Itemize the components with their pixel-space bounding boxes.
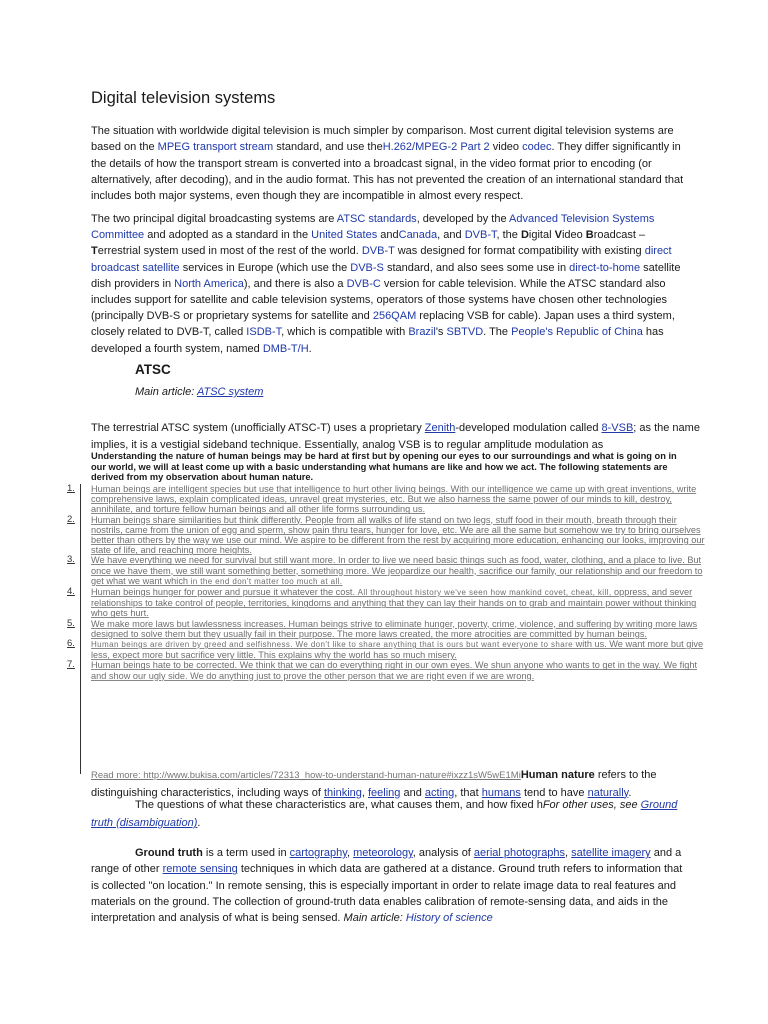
text: has developed a fourth system, named bbox=[91, 326, 664, 355]
link-satellite-imagery[interactable]: satellite imagery bbox=[571, 847, 651, 859]
list-text: Human beings hunger for power and pursue it whatever the cost. bbox=[91, 587, 358, 598]
text: . bbox=[628, 786, 632, 799]
link-dvb-t[interactable]: DVB-T bbox=[464, 229, 497, 242]
text: video bbox=[489, 141, 523, 154]
bold-letter: D bbox=[520, 229, 529, 242]
link-sbtvd[interactable]: SBTVD bbox=[446, 326, 484, 339]
paragraph-questions bbox=[91, 796, 691, 832]
link-dvb-c[interactable]: DVB-C bbox=[346, 277, 381, 290]
list-text: We make more laws but lawlessness increases. Human beings strive to eliminate hunger, poverty, crime, violence, and suffering by writing more laws designed to solve them but they usually fail in their purpose. The more laws created, the more atrocities are committed by human beings. bbox=[91, 618, 698, 639]
link-canada[interactable]: Canada bbox=[398, 229, 438, 242]
main-article-label: Main article: bbox=[135, 386, 197, 398]
main-article-note bbox=[135, 386, 263, 398]
text: , analysis of bbox=[412, 847, 474, 859]
text: . bbox=[197, 817, 201, 829]
text: The terrestrial ATSC system (unofficially ATSC-T) uses a proprietary bbox=[91, 422, 425, 434]
link-ground-truth-disambiguation[interactable]: Ground truth (disambiguation) bbox=[91, 799, 678, 829]
list-number: 2. bbox=[67, 513, 75, 525]
link-atsc-committee[interactable]: Advanced Television Systems Committee bbox=[91, 213, 655, 242]
link-direct-to-home[interactable]: direct-to-home bbox=[569, 261, 641, 274]
text: standard, and also sees some use in bbox=[383, 261, 570, 274]
link-feeling[interactable]: feeling bbox=[368, 786, 401, 799]
italic-note: Main article: bbox=[343, 912, 406, 925]
text: was designed for format compatibility with existing bbox=[394, 245, 645, 258]
list-item bbox=[0, 660, 768, 680]
italic-note: For other uses, see bbox=[542, 799, 641, 811]
text: and bbox=[400, 786, 425, 799]
text: . The bbox=[483, 326, 512, 339]
link-dmb-th[interactable]: DMB-T/H bbox=[262, 342, 309, 355]
text: The questions of what these characteristics are, what causes them, and how fixed h bbox=[135, 799, 543, 811]
text: , bbox=[565, 847, 572, 859]
link-isdb-t[interactable]: ISDB-T bbox=[246, 326, 282, 339]
link-north-america[interactable]: North America bbox=[174, 277, 244, 290]
paragraph-atsc-t bbox=[91, 420, 711, 453]
list-text: oppress, and sever relationships to take control of people, territories, kingdoms and anything that they can lay their hands on to grab and maintain power without thinking who gets hurt. bbox=[91, 587, 697, 619]
text: , the bbox=[496, 229, 521, 242]
list-item bbox=[0, 619, 768, 639]
paragraph-intro bbox=[91, 123, 691, 204]
text: errestrial system used in most of the rest of the world. bbox=[97, 245, 362, 258]
list-number: 5. bbox=[67, 617, 75, 629]
link-dvb-t[interactable]: DVB-T bbox=[361, 245, 395, 258]
link-prc[interactable]: People's Republic of China bbox=[511, 326, 643, 339]
list-text: We have everything we need for survival but still want more. In order to live we need basic things such as food, water, clothing, and a place to live. But once we have them, we still want something better, something more. We jeopardize our health, sacrifice our family, our relationship and our freedom to get what we want which bbox=[91, 555, 703, 586]
link-meteorology[interactable]: meteorology bbox=[353, 847, 413, 859]
link-direct-broadcast-satellite[interactable]: direct broadcast satellite bbox=[91, 245, 672, 274]
link-256qam[interactable]: 256QAM bbox=[372, 310, 417, 323]
link-remote-sensing[interactable]: remote sensing bbox=[162, 863, 238, 876]
list-number: 3. bbox=[67, 554, 75, 566]
list-text: Human beings hate to be corrected. We think that we can do everything right in our own eyes. We shun anyone who wants to get in the way. We fight and show our ugly side. We do anything just to prove the other person that we are right even if we are wrong. bbox=[91, 660, 698, 681]
text: and a range of other bbox=[91, 847, 682, 876]
link-brazil[interactable]: Brazil bbox=[408, 326, 436, 339]
text: The situation with worldwide digital television is much simpler by comparison. Most current digital television systems are based on the bbox=[91, 125, 674, 154]
text: standard, and use the bbox=[273, 141, 383, 154]
link-atsc-system[interactable]: ATSC system bbox=[196, 386, 264, 398]
bold-term: Ground truth bbox=[135, 847, 203, 859]
page-title: Digital television systems bbox=[91, 89, 276, 107]
list-item bbox=[0, 555, 768, 587]
text: ), and there is also a bbox=[243, 277, 347, 290]
text: igital bbox=[528, 229, 555, 242]
link-8-vsb[interactable]: 8-VSB bbox=[601, 422, 634, 434]
bold-letter: B bbox=[585, 229, 594, 242]
text: replacing VSB for cable). Japan uses a third system, closely related to DVB-T, called bbox=[91, 310, 675, 339]
text: roadcast – bbox=[593, 229, 646, 242]
list-text: Human beings share similarities but think differently. People from all walks of life stand on two legs, stuff food in their mouth, breath through their nostrils, came from the union of egg and sperm, show pain thru tears, hunger for love, etc. We are all the same but somehow we try to bring ourselves better than others by the way we use our mind. We aspire to be different from the rest by acquiring more education, enhancing our looks, improving our state of life, and reaching more heights. bbox=[91, 514, 705, 556]
list-item bbox=[0, 484, 768, 515]
text: . bbox=[308, 342, 312, 355]
link-history-of-science[interactable]: History of science bbox=[405, 912, 493, 925]
link-cartography[interactable]: cartography bbox=[289, 847, 347, 859]
text: , which is compatible with bbox=[281, 326, 409, 339]
list-item bbox=[0, 639, 768, 660]
text: services in Europe (which use the bbox=[179, 261, 351, 274]
text: -developed modulation called bbox=[455, 422, 602, 434]
text: tend to have bbox=[520, 786, 588, 799]
bold-term: Human nature bbox=[520, 769, 595, 781]
list-text-small: in the end don't matter too much at all. bbox=[190, 576, 343, 586]
link-mpeg-transport-stream[interactable]: MPEG transport stream bbox=[157, 141, 274, 154]
list-item bbox=[0, 515, 768, 556]
text: ; as the name implies, it is a vestigial sideband technique. Essentially, analog VSB is to regular amplitude modulation as bbox=[91, 422, 700, 451]
link-acting[interactable]: acting bbox=[424, 786, 455, 799]
text: , bbox=[361, 786, 368, 799]
bold-intro-note: Understanding the nature of human beings may be hard at first but by opening our eyes to our surroundings and what is going on in our world, we will at least come up with a basic understanding what humans are like and how we act. The following statements are derived from my observation about human nature. bbox=[91, 451, 677, 483]
list-number: 6. bbox=[67, 638, 75, 650]
section-heading-atsc: ATSC bbox=[135, 362, 171, 377]
text: version for cable television. While the ATSC standard also includes support for satellite and cable television systems, operators of those systems have chosen other technologies (principally DVB-S or proprietary systems for satellite and bbox=[91, 277, 667, 323]
link-united-states[interactable]: United States bbox=[311, 229, 378, 242]
list-text: with us. We want more but give less, expect more but sacrifice very little. This explains why the world has so much misery. bbox=[91, 639, 704, 661]
text: and bbox=[377, 229, 399, 242]
link-naturally[interactable]: naturally bbox=[587, 786, 629, 799]
list-text-small: All throughout history we've seen how mankind covet, cheat, kill, bbox=[357, 588, 612, 598]
paragraph-systems bbox=[91, 211, 691, 357]
link-dvb-s[interactable]: DVB-S bbox=[350, 261, 384, 274]
text: techniques in which data are gathered at a distance. Ground truth refers to information that is collected "on location." In remote sensing, this is especially important in order to relate image data to real features and materials on the ground. The collection of ground-truth data enables calibration of remote-sensing data, and aids in the interpretation and analysis of what is being sensed. bbox=[91, 863, 683, 925]
list-text-small: Human beings are driven by greed and selfishness. We don't like to share anything that is ours but want everyone to share bbox=[91, 640, 574, 650]
link-atsc-standards[interactable]: ATSC standards bbox=[336, 213, 417, 225]
list-number: 1. bbox=[67, 483, 75, 494]
human-nature-list bbox=[0, 484, 768, 681]
link-codec[interactable]: codec bbox=[522, 141, 552, 154]
read-more-link[interactable]: Read more: http://www.bukisa.com/articles/72313_how-to-understand-human-nature#ixzz1sW5wE1Mi bbox=[91, 770, 521, 781]
text: ideo bbox=[561, 229, 586, 242]
link-zenith[interactable]: Zenith bbox=[424, 422, 456, 434]
text: . They differ significantly in the details of how the transport stream is converted into a broadcast signal, in the video format prior to encoding (or alternatively, after decoding), and in the audio format. This has not prevented the creation of an international standard that includes both major systems, even though they are incompatible in almost every respect. bbox=[91, 141, 684, 203]
link-h262[interactable]: H.262/MPEG-2 Part 2 bbox=[382, 141, 490, 154]
text: , bbox=[346, 847, 354, 859]
link-thinking[interactable]: thinking bbox=[323, 786, 362, 799]
paragraph-ground-truth bbox=[91, 845, 691, 926]
link-aerial-photographs[interactable]: aerial photographs bbox=[473, 847, 566, 859]
bold-letter: V bbox=[554, 229, 562, 242]
list-number: 4. bbox=[67, 586, 75, 598]
bold-letter: T bbox=[91, 245, 98, 258]
text: The two principal digital broadcasting systems are bbox=[91, 213, 337, 225]
list-item bbox=[0, 587, 768, 619]
text: , that bbox=[454, 786, 482, 799]
text: refers to the distinguishing characteristics, including ways of bbox=[91, 769, 657, 799]
text: and adopted as a standard in the bbox=[144, 229, 312, 242]
link-humans[interactable]: humans bbox=[481, 786, 521, 799]
text: , developed by the bbox=[416, 213, 510, 225]
text: satellite dish providers in bbox=[91, 261, 681, 290]
list-number: 7. bbox=[67, 659, 75, 671]
text: , and bbox=[437, 229, 465, 242]
text: is a term used in bbox=[202, 847, 290, 859]
list-text: Human beings are intelligent species but use that intelligence to hurt other living beings. With our intelligence we came up with great inventions, write comprehensive laws, explain complicated ideas, unravel great mysteries, etc. But we also harness the same power of our minds to kill, destroy, annihilate, and torture fellow human beings and all other life forms surrounding us. bbox=[91, 484, 697, 515]
text: 's bbox=[435, 326, 447, 339]
